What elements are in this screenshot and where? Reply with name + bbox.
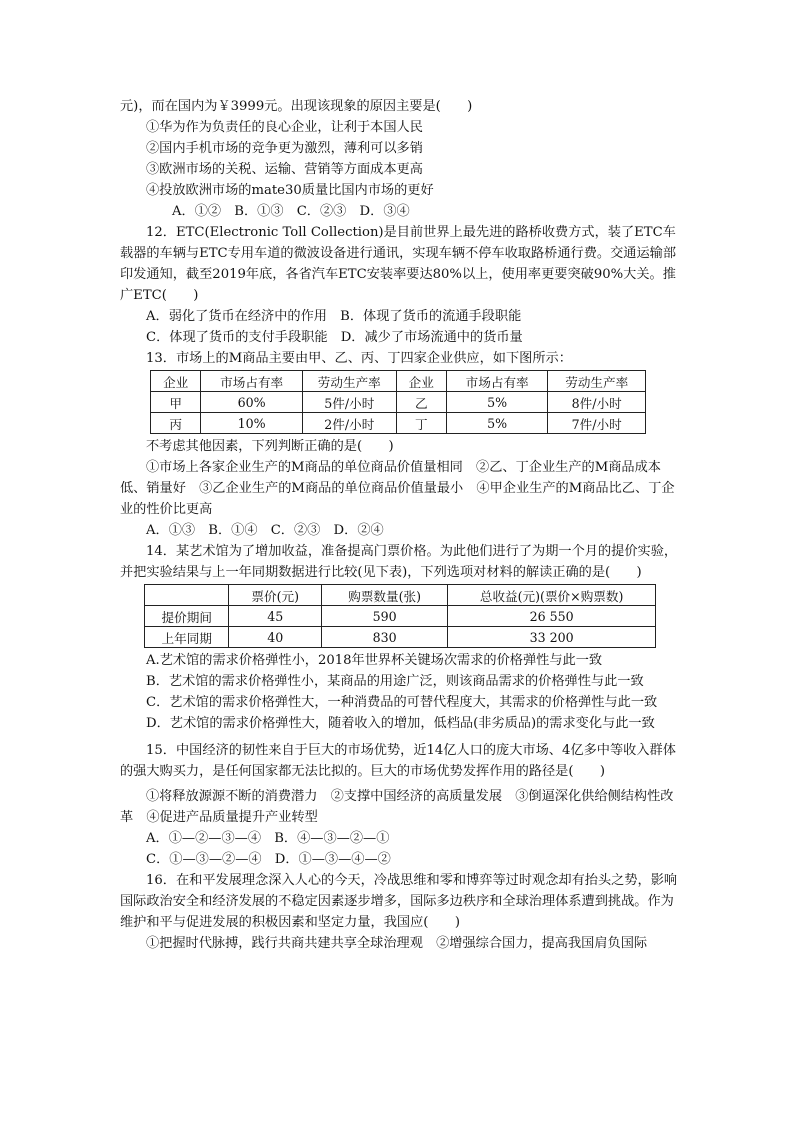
- table-header-cell: 票价(元): [229, 585, 322, 606]
- table-row: [145, 606, 656, 627]
- table-cell: 7件/小时: [548, 413, 646, 434]
- table-cell: 10%: [201, 413, 303, 434]
- table-cell: 60%: [201, 392, 303, 413]
- table-header-cell: 购票数量(张): [321, 585, 447, 606]
- q14-choice-d: D．艺术馆的需求价格弹性大，随着收入的增加，低档品(非劣质品)的需求变化与此一致: [146, 716, 655, 731]
- q11-choices: A．①② B．①③ C．②③ D．③④: [172, 204, 410, 219]
- q13-question: 不考虑其他因素，下列判断正确的是( ): [146, 439, 394, 454]
- table-header-row: [151, 371, 646, 392]
- table-cell: 5%: [446, 392, 548, 413]
- q11-option-2: ②国内手机市场的竞争更为激烈，薄利可以多销: [146, 141, 423, 156]
- table-header-cell: 市场占有率: [201, 371, 303, 392]
- table-header-row: [145, 585, 656, 606]
- q13-options: ①市场上各家企业生产的M商品的单位商品价值量相同 ②乙、丁企业生产的M商品成本低、销量好 ③乙企业生产的M商品的单位商品价值量最小 ④甲企业生产的M商品比乙、丁企业的性价比更高: [120, 460, 675, 517]
- table-cell: 提价期间: [145, 606, 229, 627]
- table-header-cell: [145, 585, 229, 606]
- table-cell: 丁: [396, 413, 446, 434]
- table-cell: 45: [229, 606, 322, 627]
- table-cell: 40: [229, 627, 322, 648]
- q13-choices: A．①③ B．①④ C．②③ D．②④: [146, 523, 384, 538]
- table-header-cell: 市场占有率: [446, 371, 548, 392]
- table-cell: 26 550: [448, 606, 656, 627]
- table-cell: 5件/小时: [302, 392, 396, 413]
- q12-stem: 12．ETC(Electronic Toll Collection)是目前世界上最先进的路桥收费方式，装了ETC车载器的车辆与ETC专用车道的微波设备进行通讯，实现车辆不停车收取路桥通行费。交通运输部印发通知，截至2019年底，各省汽车ETC安装率要达80%以上，使用率更要突破90%大关。推广ETC( ): [120, 225, 677, 303]
- table-cell: 乙: [396, 392, 446, 413]
- q15-stem: 15．中国经济的韧性来自于巨大的市场优势，近14亿人口的庞大市场、4亿多中等收入群体的强大购买力，是任何国家都无法比拟的。巨大的市场优势发挥作用的路径是( ): [120, 743, 676, 779]
- table-header-cell: 企业: [151, 371, 201, 392]
- table-cell: 上年同期: [145, 627, 229, 648]
- table-row: [151, 413, 646, 434]
- q12-choices-ab: A．弱化了货币在经济中的作用 B．体现了货币的流通手段职能: [146, 309, 522, 324]
- q16-stem: 16．在和平发展理念深入人心的今天，冷战思维和零和博弈等过时观念却有抬头之势，影响国际政治安全和经济发展的不稳定因素逐步增多，国际多边秩序和全球治理体系遭到挑战。作为维护和平与促进发展的积极因素和坚定力量，我国应( ): [120, 873, 678, 930]
- table-cell: 丙: [151, 413, 201, 434]
- table-cell: 590: [321, 606, 447, 627]
- table-row: [145, 627, 656, 648]
- q11-option-3: ③欧洲市场的关税、运输、营销等方面成本更高: [146, 162, 423, 177]
- q11-option-1: ①华为作为负责任的良心企业，让利于本国人民: [146, 120, 423, 135]
- q13-stem: 13．市场上的M商品主要由甲、乙、丙、丁四家企业供应，如下图所示：: [146, 351, 572, 366]
- table-cell: 2件/小时: [302, 413, 396, 434]
- table-cell: 33 200: [448, 627, 656, 648]
- table-row: [151, 392, 646, 413]
- q15-choices-ab: A．①—②—③—④ B．④—③—②—①: [146, 831, 390, 846]
- table-cell: 8件/小时: [548, 392, 646, 413]
- q12-choices-cd: C．体现了货币的支付手段职能 D．减少了市场流通中的货币量: [146, 330, 523, 345]
- q14-stem: 14．某艺术馆为了增加收益，准备提高门票价格。为此他们进行了为期一个月的提价实验，并把实验结果与上一年同期数据进行比较(见下表)，下列选项对材料的解读正确的是( ): [120, 544, 678, 580]
- page-content: [120, 96, 680, 954]
- table-header-cell: 劳动生产率: [548, 371, 646, 392]
- q14-choice-a: A.艺术馆的需求价格弹性小，2018年世界杯关键场次需求的价格弹性与此一致: [146, 653, 603, 668]
- q11-option-4: ④投放欧洲市场的mate30质量比国内市场的更好: [146, 183, 434, 198]
- table-header-cell: 总收益(元)(票价×购票数): [448, 585, 656, 606]
- table-header-cell: 劳动生产率: [302, 371, 396, 392]
- q16-options: ①把握时代脉搏，践行共商共建共享全球治理观 ②增强综合国力，提高我国肩负国际: [146, 936, 648, 951]
- q11-stem-tail: 元)，而在国内为￥3999元。出现该现象的原因主要是( ): [120, 99, 473, 114]
- q14-choice-b: B．艺术馆的需求价格弹性小，某商品的用途广泛，则该商品需求的价格弹性与此一致: [146, 674, 644, 689]
- q13-table: [150, 370, 646, 434]
- table-cell: 5%: [446, 413, 548, 434]
- q14-table: [144, 584, 656, 648]
- table-cell: 830: [321, 627, 447, 648]
- table-header-cell: 企业: [396, 371, 446, 392]
- table-cell: 甲: [151, 392, 201, 413]
- q14-choice-c: C．艺术馆的需求价格弹性大，一种消费品的可替代程度大，其需求的价格弹性与此一致: [146, 695, 658, 710]
- q15-options: ①将释放源源不断的消费潜力 ②支撑中国经济的高质量发展 ③倒逼深化供给侧结构性改革 ④促进产品质量提升产业转型: [120, 789, 674, 825]
- q15-choices-cd: C．①—③—②—④ D．①—③—④—②: [146, 852, 391, 867]
